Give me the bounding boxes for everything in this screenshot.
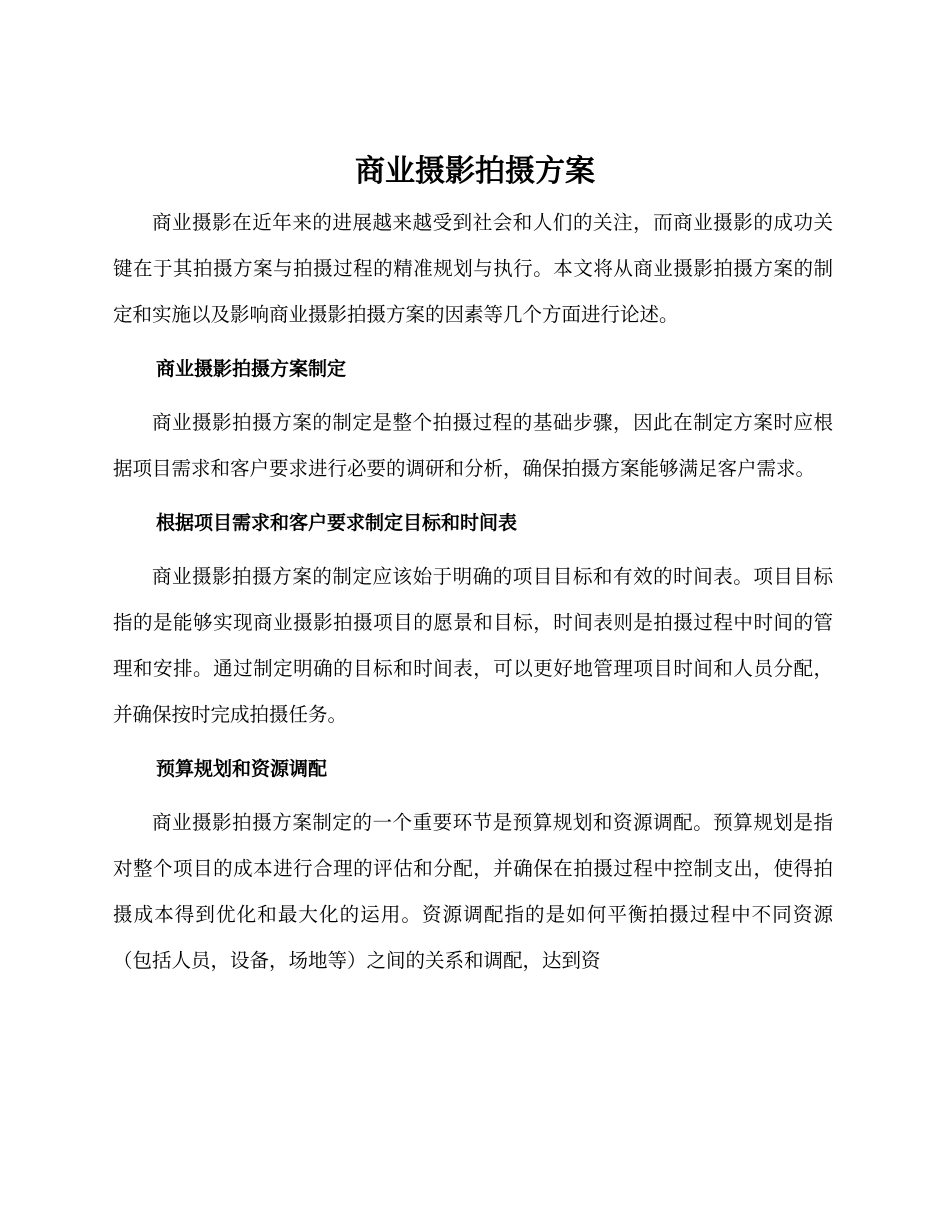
document-body [113,200,833,984]
section-body-plan: 商业摄影拍摄方案的制定是整个拍摄过程的基础步骤，因此在制定方案时应根据项目需求和客户要求进行必要的调研和分析，确保拍摄方案能够满足客户需求。 [113,411,833,480]
section-heading-plan: 商业摄影拍摄方案制定 [156,358,347,380]
section-heading-budget: 预算规划和资源调配 [156,758,328,780]
section-heading-goals-schedule: 根据项目需求和客户要求制定目标和时间表 [156,512,518,534]
intro-paragraph: 商业摄影在近年来的进展越来越受到社会和人们的关注，而商业摄影的成功关键在于其拍摄方案与拍摄过程的精准规划与执行。本文将从商业摄影拍摄方案的制定和实施以及影响商业摄影拍摄方案的因素等几个方面进行论述。 [113,211,833,326]
section-body-budget: 商业摄影拍摄方案制定的一个重要环节是预算规划和资源调配。预算规划是指对整个项目的成本进行合理的评估和分配，并确保在拍摄过程中控制支出，使得拍摄成本得到优化和最大化的运用。资源调配指的是如何平衡拍摄过程中不同资源（包括人员，设备，场地等）之间的关系和调配，达到资 [113,811,833,972]
section-body-goals-schedule: 商业摄影拍摄方案的制定应该始于明确的项目目标和有效的时间表。项目目标指的是能够实现商业摄影拍摄项目的愿景和目标，时间表则是拍摄过程中时间的管理和安排。通过制定明确的目标和时间表，可以更好地管理项目时间和人员分配，并确保按时完成拍摄任务。 [113,565,833,726]
page-title: 商业摄影拍摄方案 [355,154,595,189]
